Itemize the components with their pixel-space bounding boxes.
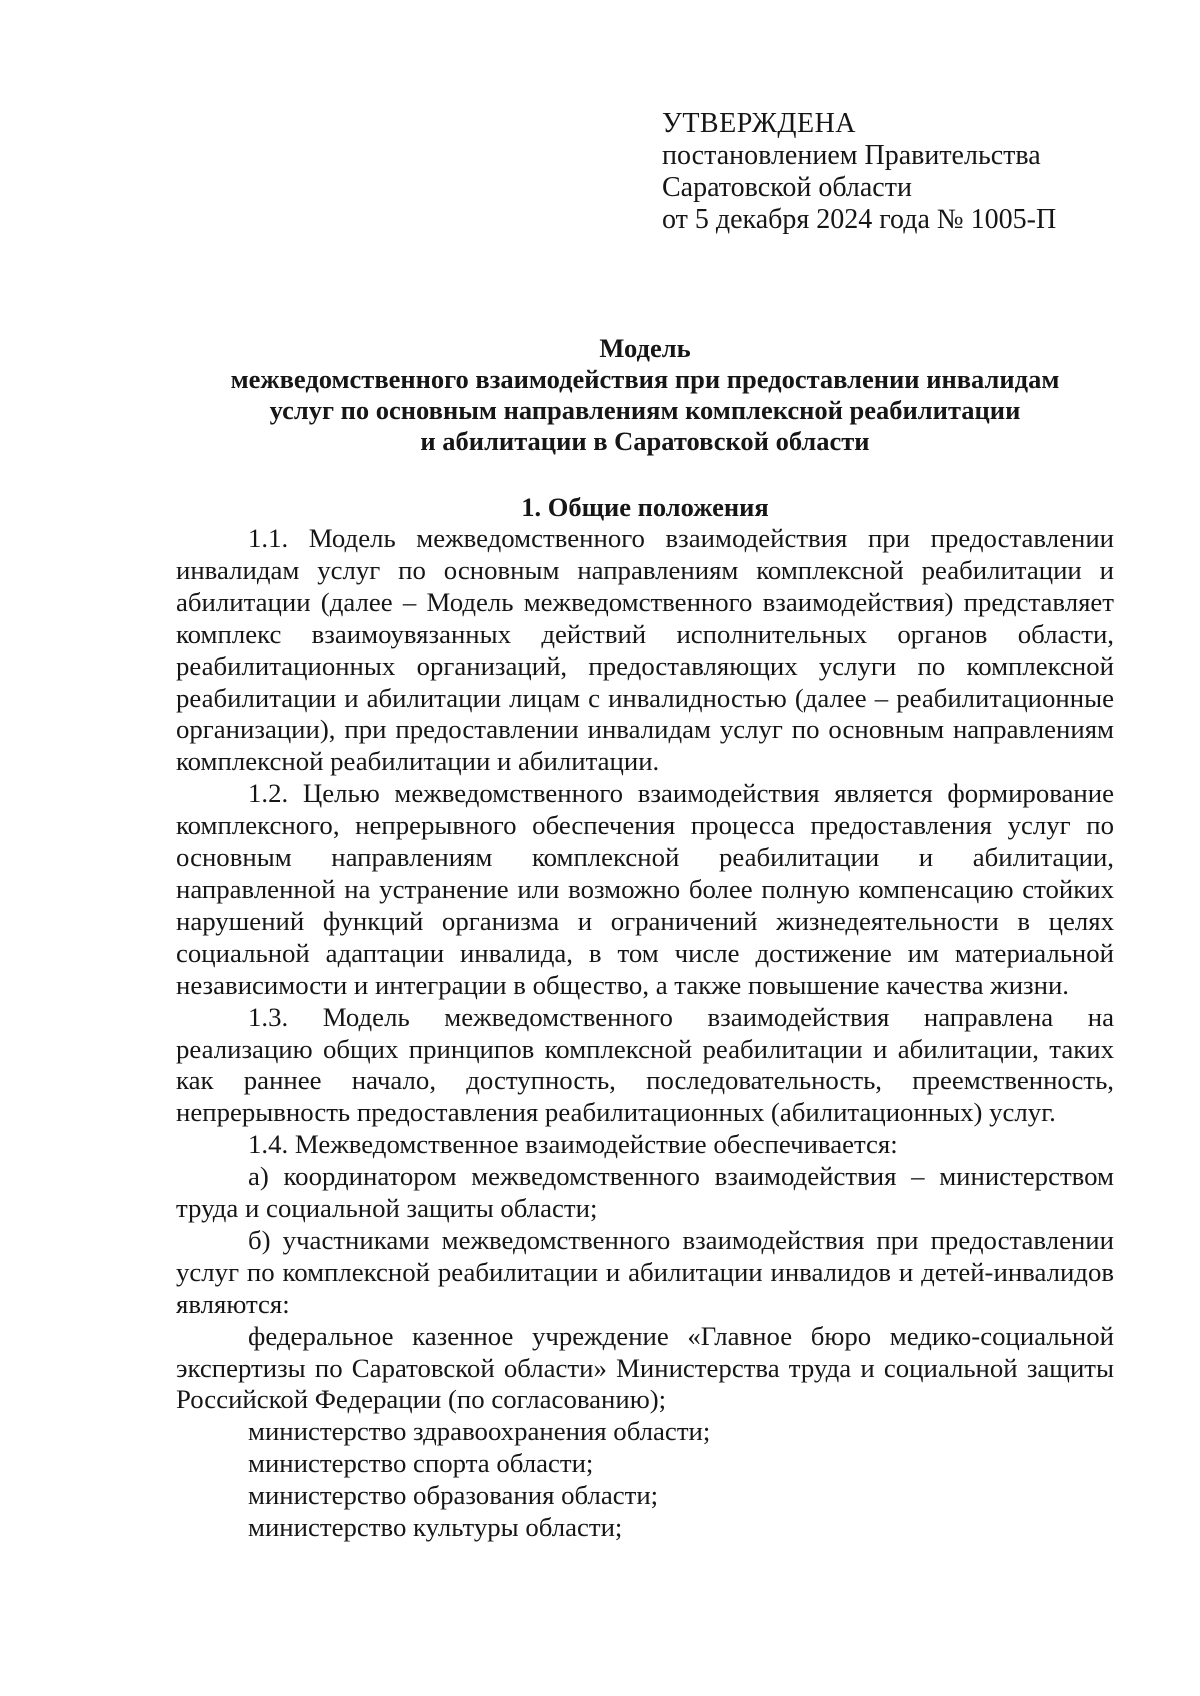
paragraph-1-1: 1.1. Модель межведомственного взаимодействия при предоставлении инвалидам услуг по основным направлениям комплексной реабилитации и абилитации (далее – Модель межведомственного взаимодействия) представляет комплекс взаимоувязанных действий исполнительных органов области, реабилитационных организаций, предоставляющих услуги по комплексной реабилитации и абилитации лицам с инвалидностью (далее – реабилитационные организации), при предоставлении инвалидам услуг по основным направлениям комплексной реабилитации и абилитации. [176, 523, 1114, 777]
title-line-2: межведомственного взаимодействия при предоставлении инвалидам [230, 364, 1060, 394]
participant-item: министерство спорта области; [248, 1448, 594, 1479]
paragraph-1-2: 1.2. Целью межведомственного взаимодействия является формирование комплексного, непрерывного обеспечения процесса предоставления услуг по основным направлениям комплексной реабилитации и абилитации, направленной на устранение или возможно более полную компенсацию стойких нарушений функций организма и ограничений жизнедеятельности в целях социальной адаптации инвалида, в том числе достижение им материальной независимости и интеграции в общество, а также повышение качества жизни. [176, 778, 1114, 1000]
participant-item: федеральное казенное учреждение «Главное бюро медико-социальной экспертизы по Саратовской области» Министерства труда и социальной защиты Российской Федерации (по согласованию); [176, 1320, 1114, 1415]
participant-item: министерство культуры области; [248, 1512, 623, 1543]
paragraph-1-4-b: б) участниками межведомственного взаимодействия при предоставлении услуг по комплексной реабилитации и абилитации инвалидов и детей-инвалидов являются: [176, 1224, 1114, 1319]
approval-line-3: от 5 декабря 2024 года № 1005-П [662, 204, 1057, 235]
paragraph-1-4: 1.4. Межведомственное взаимодействие обеспечивается: [248, 1129, 898, 1160]
approval-line-2: Саратовской области [662, 172, 912, 203]
title-line-1: Модель [599, 333, 691, 363]
document-title [175, 333, 1115, 457]
title-line-3: услуг по основным направлениям комплексной реабилитации [269, 395, 1021, 425]
approval-word: УТВЕРЖДЕНА [662, 108, 857, 139]
participant-item: министерство здравоохранения области; [248, 1416, 711, 1447]
paragraph-1-4-a: а) координатором межведомственного взаимодействия – министерством труда и социальной защиты области; [176, 1161, 1114, 1224]
section-heading: 1. Общие положения [521, 492, 769, 522]
document-body [176, 523, 1114, 1544]
approval-stamp [662, 108, 1082, 236]
approval-line-1: постановлением Правительства [662, 140, 1041, 171]
title-line-4: и абилитации в Саратовской области [420, 426, 870, 456]
paragraph-1-3: 1.3. Модель межведомственного взаимодействия направлена на реализацию общих принципов комплексной реабилитации и абилитации, таких как раннее начало, доступность, последовательность, преемственность, непрерывность предоставления реабилитационных (абилитационных) услуг. [176, 1001, 1114, 1128]
participant-item: министерство образования области; [248, 1480, 659, 1511]
